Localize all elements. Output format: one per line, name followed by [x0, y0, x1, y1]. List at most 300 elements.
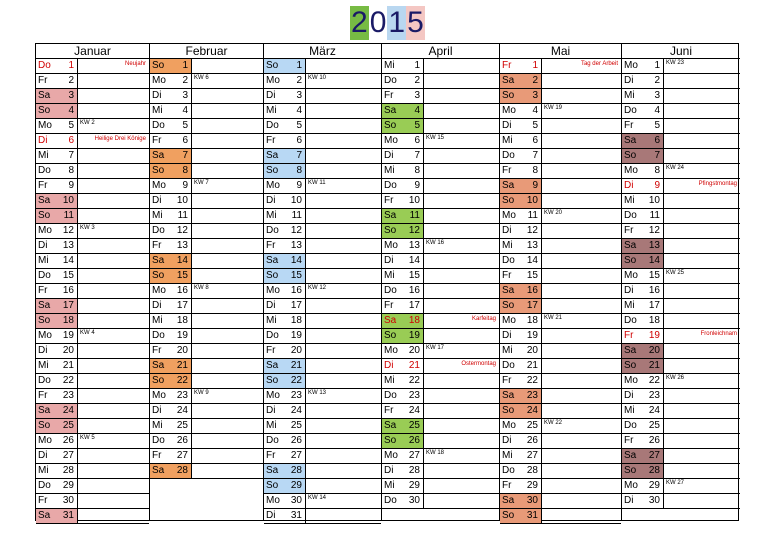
day-number: 15	[55, 269, 78, 283]
day-number: 6	[519, 134, 542, 148]
day-row	[500, 179, 621, 194]
weekday-label: Do	[502, 465, 515, 476]
day-number: 26	[283, 434, 306, 448]
day-row	[36, 224, 149, 239]
day-row	[500, 104, 621, 119]
day-row	[150, 419, 263, 434]
weekday-label: So	[38, 210, 51, 221]
day-number: 11	[519, 209, 542, 223]
day-row	[36, 479, 149, 494]
day-row	[382, 104, 499, 119]
day-row	[382, 374, 499, 389]
day-row	[500, 479, 621, 494]
day-number: 12	[519, 224, 542, 238]
day-row	[382, 404, 499, 419]
weekday-label: Mo	[624, 270, 638, 281]
day-number: 30	[55, 494, 78, 508]
day-row	[264, 404, 381, 419]
day-number: 20	[401, 344, 424, 358]
day-row	[36, 104, 149, 119]
day-number: 7	[55, 149, 78, 163]
day-row	[150, 464, 263, 479]
day-number: 2	[169, 74, 192, 88]
week-number-label: KW 17	[426, 345, 445, 351]
day-row	[264, 374, 381, 389]
day-row	[382, 194, 499, 209]
day-row	[150, 344, 263, 359]
day-number: 14	[283, 254, 306, 268]
day-number: 19	[401, 329, 424, 343]
day-row	[622, 449, 740, 464]
day-number: 27	[519, 449, 542, 463]
day-row	[500, 119, 621, 134]
day-row	[36, 329, 149, 344]
day-row	[150, 284, 263, 299]
day-number: 5	[55, 119, 78, 133]
weekday-label: Mi	[38, 150, 49, 161]
day-number: 21	[401, 359, 424, 373]
day-row	[150, 314, 263, 329]
day-row	[382, 134, 499, 149]
day-row	[382, 149, 499, 164]
day-row	[36, 284, 149, 299]
day-number: 1	[401, 59, 424, 73]
week-number-label: KW 15	[426, 135, 445, 141]
month-header: Februar	[150, 44, 263, 59]
weekday-label: Fr	[384, 90, 394, 101]
day-row	[500, 59, 621, 74]
weekday-label: Di	[502, 225, 512, 236]
week-number-label: KW 5	[80, 435, 95, 441]
day-row	[382, 239, 499, 254]
week-number-label: KW 10	[308, 75, 327, 81]
weekday-label: Fr	[152, 240, 162, 251]
week-number-label: KW 8	[194, 285, 209, 291]
weekday-label: So	[502, 90, 515, 101]
day-number: 10	[401, 194, 424, 208]
month-column-jan	[36, 44, 150, 520]
day-number: 6	[641, 134, 664, 148]
day-number: 8	[283, 164, 306, 178]
weekday-label: Fr	[384, 195, 394, 206]
week-number-label: KW 3	[80, 225, 95, 231]
day-number: 19	[283, 329, 306, 343]
weekday-label: Di	[624, 75, 634, 86]
day-number: 6	[401, 134, 424, 148]
weekday-label: Sa	[266, 465, 279, 476]
weekday-label: So	[152, 60, 165, 71]
day-row	[150, 269, 263, 284]
day-row	[150, 359, 263, 374]
holiday-label: Neujahr	[124, 61, 146, 67]
weekday-label: Sa	[384, 420, 397, 431]
day-row	[500, 434, 621, 449]
day-row	[382, 119, 499, 134]
day-row	[36, 269, 149, 284]
day-row	[500, 239, 621, 254]
day-row	[500, 419, 621, 434]
day-number: 21	[169, 359, 192, 373]
day-number: 26	[169, 434, 192, 448]
day-row	[264, 134, 381, 149]
day-number: 7	[519, 149, 542, 163]
weekday-label: Mo	[502, 210, 516, 221]
weekday-label: Mo	[38, 435, 52, 446]
day-row	[622, 284, 740, 299]
day-row	[622, 194, 740, 209]
day-row	[36, 119, 149, 134]
year-title	[350, 6, 425, 40]
weekday-label: Fr	[502, 60, 512, 71]
day-number: 19	[519, 329, 542, 343]
weekday-label: Sa	[266, 360, 279, 371]
day-number: 1	[519, 59, 542, 73]
day-row	[500, 224, 621, 239]
day-number: 19	[641, 329, 664, 343]
day-number: 22	[169, 374, 192, 388]
weekday-label: Fr	[384, 405, 394, 416]
weekday-label: Di	[384, 255, 394, 266]
week-number-label: KW 21	[544, 315, 563, 321]
day-number: 8	[641, 164, 664, 178]
weekday-label: Mi	[384, 60, 395, 71]
day-row	[622, 494, 740, 509]
day-row	[500, 374, 621, 389]
day-number: 29	[55, 479, 78, 493]
weekday-label: Fr	[266, 345, 276, 356]
week-number-label: KW 16	[426, 240, 445, 246]
weekday-label: Do	[624, 315, 637, 326]
weekday-label: Sa	[502, 390, 515, 401]
day-row	[36, 374, 149, 389]
day-row	[36, 254, 149, 269]
week-number-label: KW 18	[426, 450, 445, 456]
day-number: 1	[641, 59, 664, 73]
day-number: 3	[401, 89, 424, 103]
weekday-label: Mo	[152, 75, 166, 86]
day-number: 15	[641, 269, 664, 283]
weekday-label: Di	[266, 405, 276, 416]
day-row	[264, 344, 381, 359]
day-row	[150, 194, 263, 209]
day-number: 3	[641, 89, 664, 103]
day-row	[622, 149, 740, 164]
weekday-label: Mo	[266, 75, 280, 86]
day-row	[382, 59, 499, 74]
day-row	[382, 329, 499, 344]
day-row	[500, 284, 621, 299]
day-number: 13	[55, 239, 78, 253]
day-row	[264, 149, 381, 164]
day-row	[622, 254, 740, 269]
day-row	[36, 449, 149, 464]
day-number: 2	[401, 74, 424, 88]
day-number: 23	[519, 389, 542, 403]
weekday-label: Di	[38, 345, 48, 356]
weekday-label: Sa	[624, 135, 637, 146]
day-row	[500, 314, 621, 329]
day-row	[264, 389, 381, 404]
weekday-label: Do	[152, 120, 165, 131]
weekday-label: Di	[152, 405, 162, 416]
weekday-label: Fr	[624, 225, 634, 236]
weekday-label: Mi	[266, 315, 277, 326]
day-number: 22	[641, 374, 664, 388]
day-number: 26	[401, 434, 424, 448]
day-row	[500, 209, 621, 224]
day-number: 5	[641, 119, 664, 133]
day-row	[382, 479, 499, 494]
day-number: 5	[169, 119, 192, 133]
day-number: 21	[55, 359, 78, 373]
day-row	[382, 254, 499, 269]
day-number: 25	[641, 419, 664, 433]
weekday-label: Mi	[152, 420, 163, 431]
day-row	[150, 329, 263, 344]
weekday-label: Fr	[152, 135, 162, 146]
day-number: 10	[169, 194, 192, 208]
day-row	[36, 434, 149, 449]
day-number: 6	[55, 134, 78, 148]
day-number: 27	[169, 449, 192, 463]
weekday-label: Sa	[384, 315, 397, 326]
weekday-label: Do	[38, 375, 51, 386]
weekday-label: So	[624, 255, 637, 266]
day-number: 12	[283, 224, 306, 238]
day-row	[36, 419, 149, 434]
year-digit: 2	[351, 6, 368, 39]
weekday-label: Sa	[266, 255, 279, 266]
weekday-label: Fr	[266, 240, 276, 251]
day-row	[622, 224, 740, 239]
day-row	[264, 284, 381, 299]
day-row	[150, 239, 263, 254]
day-row	[382, 209, 499, 224]
weekday-label: Sa	[266, 150, 279, 161]
day-row	[500, 509, 621, 524]
weekday-label: Do	[38, 270, 51, 281]
day-row	[500, 494, 621, 509]
day-row	[264, 254, 381, 269]
day-number: 3	[55, 89, 78, 103]
weekday-label: Sa	[152, 150, 165, 161]
weekday-label: So	[152, 165, 165, 176]
day-row	[264, 104, 381, 119]
day-number: 6	[169, 134, 192, 148]
year-digit: 5	[407, 6, 424, 39]
weekday-label: Mo	[502, 420, 516, 431]
day-row	[150, 299, 263, 314]
day-number: 19	[55, 329, 78, 343]
day-row	[382, 269, 499, 284]
weekday-label: Do	[384, 180, 397, 191]
weekday-label: Di	[624, 285, 634, 296]
day-number: 9	[55, 179, 78, 193]
day-number: 10	[641, 194, 664, 208]
day-number: 20	[519, 344, 542, 358]
day-row	[622, 464, 740, 479]
day-number: 18	[283, 314, 306, 328]
weekday-label: Di	[624, 495, 634, 506]
weekday-label: Mo	[38, 225, 52, 236]
day-row	[500, 74, 621, 89]
weekday-label: Di	[266, 90, 276, 101]
week-number-label: KW 7	[194, 180, 209, 186]
day-row	[500, 89, 621, 104]
weekday-label: Do	[266, 120, 279, 131]
day-number: 11	[641, 209, 664, 223]
weekday-label: Mo	[624, 60, 638, 71]
day-number: 25	[283, 419, 306, 433]
day-number: 21	[283, 359, 306, 373]
day-number: 14	[55, 254, 78, 268]
weekday-label: So	[502, 195, 515, 206]
weekday-label: Do	[38, 165, 51, 176]
day-row	[264, 419, 381, 434]
day-number: 25	[55, 419, 78, 433]
day-number: 9	[519, 179, 542, 193]
day-number: 7	[169, 149, 192, 163]
weekday-label: Mi	[624, 300, 635, 311]
day-number: 16	[641, 284, 664, 298]
weekday-label: Mo	[38, 120, 52, 131]
month-column-apr	[382, 44, 500, 520]
weekday-label: Mi	[502, 240, 513, 251]
weekday-label: Mo	[152, 180, 166, 191]
weekday-label: Do	[152, 330, 165, 341]
day-row	[264, 119, 381, 134]
day-number: 22	[55, 374, 78, 388]
weekday-label: Mo	[266, 285, 280, 296]
day-row	[36, 149, 149, 164]
week-number-label: KW 11	[308, 180, 326, 186]
day-number: 25	[519, 419, 542, 433]
day-number: 23	[169, 389, 192, 403]
day-row	[622, 344, 740, 359]
weekday-label: Mi	[266, 420, 277, 431]
day-number: 9	[641, 179, 664, 193]
weekday-label: Mo	[502, 315, 516, 326]
week-number-label: KW 13	[308, 390, 327, 396]
weekday-label: Mo	[384, 135, 398, 146]
day-row	[622, 134, 740, 149]
day-row	[264, 329, 381, 344]
weekday-label: So	[624, 465, 637, 476]
day-row	[150, 254, 263, 269]
weekday-label: Di	[384, 465, 394, 476]
day-row	[264, 59, 381, 74]
day-number: 4	[169, 104, 192, 118]
day-row	[264, 314, 381, 329]
day-number: 27	[55, 449, 78, 463]
day-row	[150, 209, 263, 224]
weekday-label: So	[384, 120, 397, 131]
day-row	[36, 74, 149, 89]
day-row	[622, 434, 740, 449]
weekday-label: Sa	[152, 465, 165, 476]
day-row	[500, 194, 621, 209]
weekday-label: Mo	[266, 495, 280, 506]
day-row	[622, 329, 740, 344]
day-number: 7	[641, 149, 664, 163]
day-row	[264, 479, 381, 494]
day-row	[264, 449, 381, 464]
weekday-label: Do	[384, 495, 397, 506]
weekday-label: Mi	[624, 405, 635, 416]
day-row	[382, 344, 499, 359]
day-row	[150, 374, 263, 389]
day-row	[36, 299, 149, 314]
weekday-label: Sa	[384, 105, 397, 116]
day-row	[36, 59, 149, 74]
day-number: 11	[169, 209, 192, 223]
weekday-label: Sa	[38, 195, 51, 206]
day-number: 12	[169, 224, 192, 238]
month-header: Mai	[500, 44, 621, 59]
day-row	[500, 329, 621, 344]
day-number: 12	[55, 224, 78, 238]
weekday-label: Do	[38, 60, 51, 71]
day-number: 26	[641, 434, 664, 448]
weekday-label: Fr	[152, 450, 162, 461]
weekday-label: Di	[266, 195, 276, 206]
week-number-label: KW 23	[666, 60, 685, 66]
day-number: 16	[401, 284, 424, 298]
day-number: 28	[641, 464, 664, 478]
day-row	[622, 419, 740, 434]
weekday-label: Mi	[152, 210, 163, 221]
day-row	[36, 404, 149, 419]
weekday-label: Fr	[384, 300, 394, 311]
weekday-label: Mo	[266, 390, 280, 401]
day-number: 21	[519, 359, 542, 373]
day-number: 15	[169, 269, 192, 283]
day-number: 9	[169, 179, 192, 193]
day-number: 18	[641, 314, 664, 328]
weekday-label: Do	[624, 420, 637, 431]
day-number: 31	[55, 509, 78, 523]
weekday-label: So	[502, 510, 515, 521]
week-number-label: KW 6	[194, 75, 209, 81]
day-row	[622, 404, 740, 419]
day-number: 2	[283, 74, 306, 88]
day-row	[622, 299, 740, 314]
day-row	[500, 254, 621, 269]
weekday-label: Do	[266, 435, 279, 446]
weekday-label: Do	[384, 285, 397, 296]
weekday-label: Mo	[624, 375, 638, 386]
day-number: 17	[55, 299, 78, 313]
day-row	[382, 449, 499, 464]
day-number: 31	[519, 509, 542, 523]
day-row	[36, 209, 149, 224]
day-number: 29	[641, 479, 664, 493]
day-row	[622, 74, 740, 89]
day-row	[622, 164, 740, 179]
weekday-label: So	[38, 105, 51, 116]
day-row	[264, 74, 381, 89]
day-row	[622, 89, 740, 104]
week-number-label: KW 24	[666, 165, 685, 171]
day-row	[264, 434, 381, 449]
day-number: 23	[55, 389, 78, 403]
day-number: 24	[283, 404, 306, 418]
day-number: 13	[401, 239, 424, 253]
weekday-label: Mi	[502, 135, 513, 146]
weekday-label: Mi	[266, 105, 277, 116]
weekday-label: Do	[502, 150, 515, 161]
day-number: 23	[641, 389, 664, 403]
